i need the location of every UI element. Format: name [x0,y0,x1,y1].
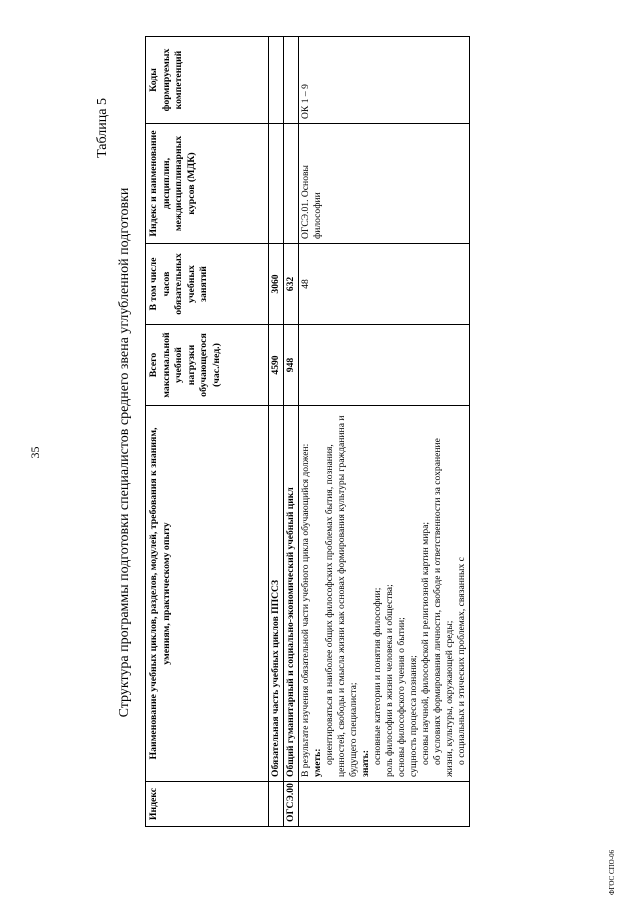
header-row [146,37,269,827]
ogse01-required: 48 [299,244,470,325]
header-competencies: Коды формируемых компетенций [146,37,269,124]
cell-empty [299,782,470,827]
umet-label: уметь: [312,748,323,777]
header-discipline: Индекс и наименование дисциплин, междисциплинарных курсов (МДК) [146,124,269,244]
ogse-index: ОГСЭ.00 [284,782,299,827]
znat-item: основные категории и понятия философии; [372,587,383,765]
znat-item: основы научной, философской и религиозной картин мира; [420,521,431,765]
table-row-ogse01 [299,37,470,827]
ogse01-discipline: ОГСЭ.01. Основы философии [299,124,470,244]
ogse-name: Общий гуманитарный и социально-экономический учебный цикл [284,406,299,782]
znat-label: знать: [360,750,371,777]
table-caption: Таблица 5 [95,98,110,158]
umet-text: ориентироваться в наиболее общих философских проблемах бытия, познания, ценностей, свободы и смысла жизни как основах формирования культуры гражданина и будущего специалиста; [324,415,359,777]
ogse01-competencies: ОК 1 – 9 [299,37,470,124]
znat-item: роль философии в жизни человека и общества; [384,584,395,777]
ogse01-content [299,406,470,782]
table-title: Структура программы подготовки специалистов среднего звена углубленной подготовки [117,187,132,718]
header-total: Всего максимальной учебной нагрузки обучающегося (час./нед.) [146,325,269,406]
footer-code: ФГОС СПО-06 [608,849,616,895]
cell-empty [269,124,284,244]
cell-empty [299,325,470,406]
ogse-required: 632 [284,244,299,325]
header-name: Наименование учебных циклов, разделов, модулей, требования к знаниям, умениям, практическому опыту [146,406,269,782]
znat-item: сущность процесса познания; [408,655,419,777]
header-index: Индекс [146,782,269,827]
mandatory-name: Обязательная часть учебных циклов ППССЗ [269,406,284,782]
table-row-ogse [284,37,299,827]
znat-item: об условиях формирования личности, свободе и ответственности за сохранение жизни, культуры, окружающей среды; [432,438,455,777]
structure-table [145,36,470,827]
mandatory-total: 4590 [269,325,284,406]
ogse-total: 948 [284,325,299,406]
table-row-mandatory [269,37,284,827]
page-number: 35 [28,446,42,459]
intro-text: В результате изучения обязательной части учебного цикла обучающийся должен: [300,443,311,777]
znat-item: основы философского учения о бытии; [396,617,407,777]
header-required: В том числе часов обязательных учебных занятий [146,244,269,325]
cell-empty [284,37,299,124]
mandatory-required: 3060 [269,244,284,325]
cell-empty [269,37,284,124]
cell-empty [284,124,299,244]
znat-item: о социальных и этических проблемах, связанных с [456,557,467,765]
cell-empty [269,782,284,827]
